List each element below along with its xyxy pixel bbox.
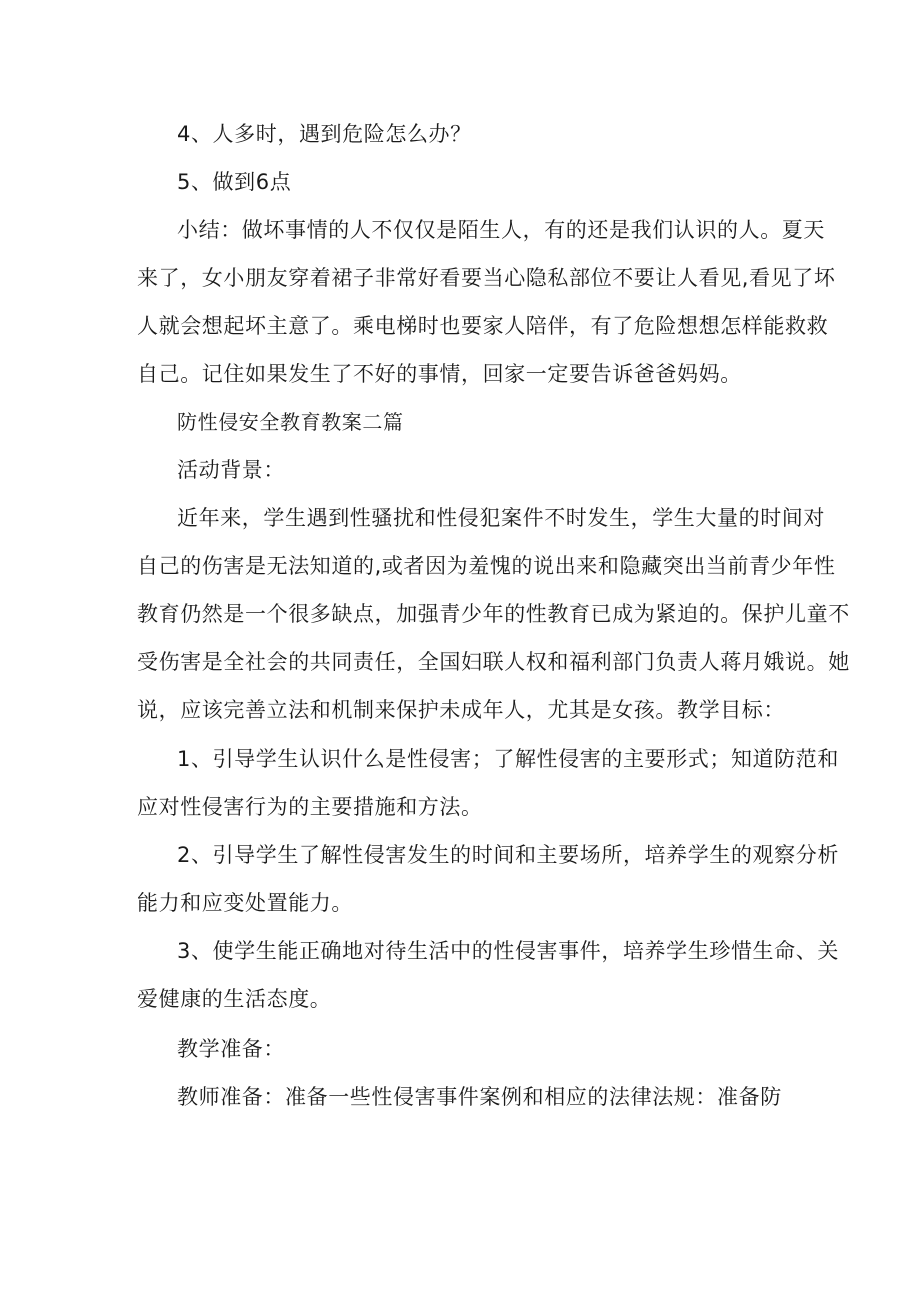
goal-3-line-1: 3、使学生能正确地对待生活中的性侵害事件，培养学生珍惜生命、关 xyxy=(177,939,839,963)
background-line-2: 自己的伤害是无法知道的,或者因为羞愧的说出来和隐藏突出当前青少年性 xyxy=(137,554,836,578)
goal-2-line-2: 能力和应变处置能力。 xyxy=(137,891,353,915)
goal-1-line-1: 1、引导学生认识什么是性侵害；了解性侵害的主要形式；知道防范和 xyxy=(177,747,839,771)
goal-3-line-2: 爱健康的生活态度。 xyxy=(137,987,332,1011)
list-item-4: 4、人多时，遇到危险怎么办？ xyxy=(177,122,472,146)
goal-2-line-1: 2、引导学生了解性侵害发生的时间和主要场所，培养学生的观察分析 xyxy=(177,843,839,867)
list-item-5: 5、做到6点 xyxy=(177,170,292,194)
summary-line-1: 小结：做坏事情的人不仅仅是陌生人，有的还是我们认识的人。夏天 xyxy=(177,218,825,242)
background-line-3: 教育仍然是一个很多缺点，加强青少年的性教育已成为紧迫的。保护儿童不 xyxy=(137,602,850,626)
background-line-4: 受伤害是全社会的共同责任，全国妇联人权和福利部门负责人蒋月娥说。她 xyxy=(137,650,850,674)
summary-line-4: 自己。记住如果发生了不好的事情，回家一定要告诉爸爸妈妈。 xyxy=(137,362,742,386)
background-line-1: 近年来，学生遇到性骚扰和性侵犯案件不时发生，学生大量的时间对 xyxy=(177,506,825,530)
summary-line-3: 人就会想起坏主意了。乘电梯时也要家人陪伴，有了危险想想怎样能救救 xyxy=(137,314,829,338)
background-line-5: 说，应该完善立法和机制来保护未成年人，尤其是女孩。教学目标： xyxy=(137,698,785,722)
summary-line-2: 来了，女小朋友穿着裙子非常好看要当心隐私部位不要让人看见,看见了坏 xyxy=(137,266,836,290)
section-title: 防性侵安全教育教案二篇 xyxy=(177,410,404,434)
background-label: 活动背景： xyxy=(177,458,285,482)
goal-1-line-2: 应对性侵害行为的主要措施和方法。 xyxy=(137,795,483,819)
prep-label: 教学准备： xyxy=(177,1037,285,1061)
teacher-prep-line: 教师准备：准备一些性侵害事件案例和相应的法律法规：准备防 xyxy=(177,1085,782,1109)
